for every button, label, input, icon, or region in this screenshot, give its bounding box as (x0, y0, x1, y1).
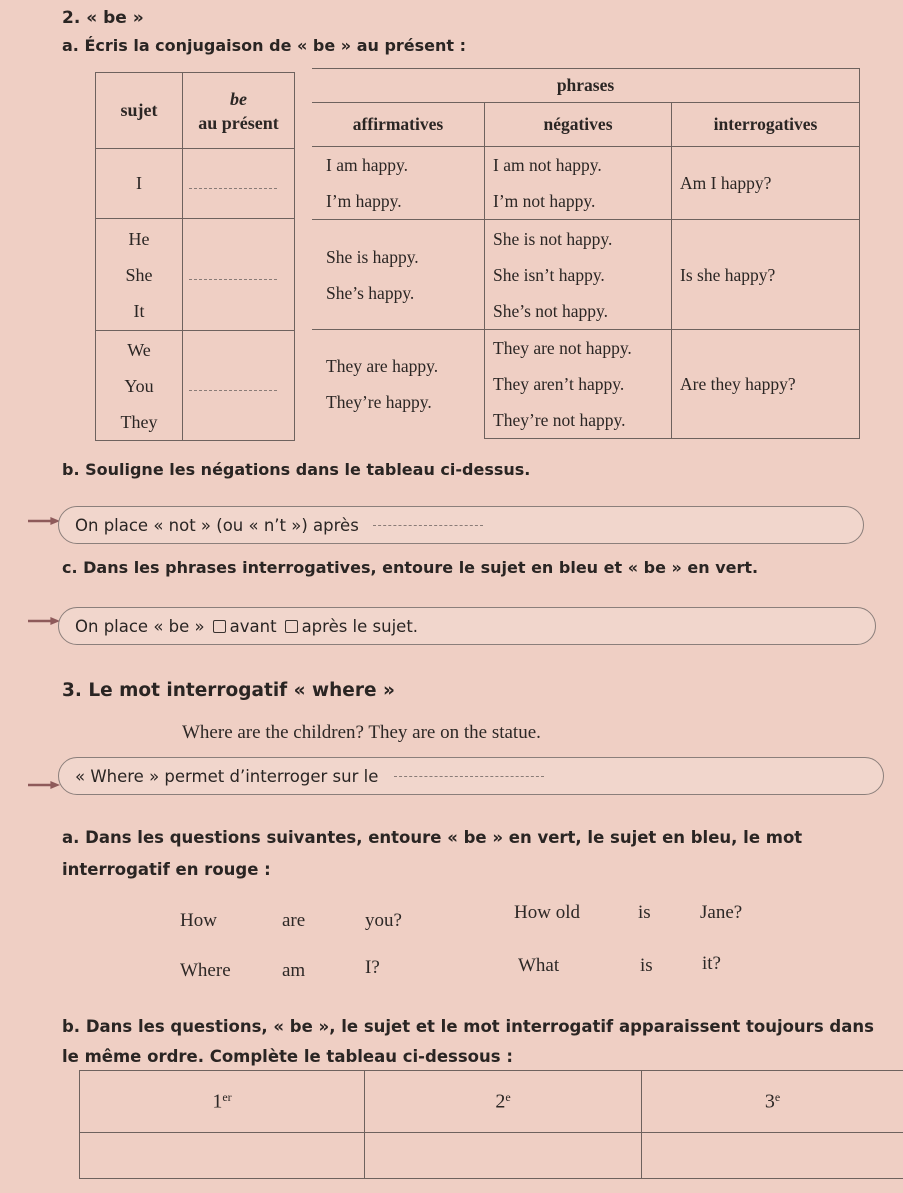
subject-label: You (124, 375, 154, 396)
negative-phrase: They’re not happy. (493, 410, 626, 430)
affirmative-phrase: They’re happy. (326, 392, 432, 413)
affirmative-phrase: They are happy. (326, 356, 439, 377)
rule-where-text: « Where » permet d’interroger sur le (75, 766, 379, 786)
question-word[interactable]: Where (180, 960, 231, 981)
order-answer-cell-3[interactable] (642, 1133, 903, 1179)
subject-label: It (133, 300, 145, 321)
order-col-2 (365, 1071, 642, 1133)
negative-phrase: They are not happy. (493, 338, 632, 358)
arrow-icon (28, 517, 60, 525)
subject-label: He (128, 228, 150, 249)
rule-box-where (58, 757, 884, 795)
be-answer-blank-2[interactable] (189, 279, 277, 280)
affirmative-phrase: I’m happy. (326, 191, 402, 211)
rule-be-text: On place « be » (75, 616, 205, 636)
col-negatives: négatives (485, 103, 672, 147)
phrase-row (312, 147, 860, 220)
rule-box-be-position (58, 607, 876, 645)
question-word[interactable]: is (640, 955, 653, 976)
option-avant: avant (229, 616, 277, 636)
checkbox-apres[interactable] (285, 620, 298, 633)
subject-row (96, 149, 295, 219)
order-col-3 (642, 1071, 903, 1133)
subject-label: I (136, 173, 142, 193)
negative-phrase: She is not happy. (493, 228, 613, 249)
be-answer-blank-1[interactable] (189, 188, 277, 189)
phrase-row (312, 330, 860, 439)
subject-row (96, 331, 295, 441)
rule-not-text: On place « not » (ou « n’t ») après (75, 515, 359, 535)
exercise-3a-instruction: a. Dans les questions suivantes, entoure « be » en vert, le sujet en bleu, le mot interrogatif en rouge : (62, 828, 803, 879)
question-word[interactable]: it? (702, 953, 721, 974)
order-col-3-sup: e (774, 1089, 781, 1104)
question-word[interactable]: are (282, 910, 306, 931)
order-answer-cell-1[interactable] (80, 1133, 365, 1179)
exercise-2c-instruction: c. Dans les phrases interrogatives, entoure le sujet en bleu et « be » en vert. (62, 558, 759, 577)
negative-phrase: She isn’t happy. (493, 264, 605, 285)
question-word[interactable]: How old (514, 902, 580, 923)
col-interrogatives: interrogatives (672, 103, 860, 147)
order-col-2-sup: e (505, 1089, 511, 1104)
order-answer-cell-2[interactable] (365, 1133, 642, 1179)
interrogative-phrase: Are they happy? (680, 374, 796, 394)
phrase-row (312, 220, 860, 330)
be-answer-blank-3[interactable] (189, 390, 277, 391)
exercise-2-title: 2. « be » (62, 8, 144, 28)
question-word[interactable]: Jane? (700, 902, 743, 923)
negative-phrase: They aren’t happy. (493, 374, 625, 394)
subject-label: We (127, 339, 151, 360)
phrases-table (312, 68, 860, 439)
exercise-2a-instruction: a. Écris la conjugaison de « be » au présent : (62, 36, 467, 55)
rule-where-blank[interactable] (394, 776, 544, 777)
rule-box-not (58, 506, 864, 544)
negative-phrase: I’m not happy. (493, 191, 596, 211)
negative-phrase: I am not happy. (493, 155, 602, 175)
affirmative-phrase: She’s happy. (326, 282, 415, 303)
order-col-2-num: 2 (495, 1090, 506, 1113)
interrogative-phrase: Is she happy? (680, 264, 776, 285)
arrow-icon (28, 617, 60, 625)
option-apres: après le sujet. (301, 616, 419, 636)
subject-header: sujet (96, 73, 183, 149)
where-example-sentence: Where are the children? They are on the statue. (182, 722, 541, 743)
exercise-3b-instruction: b. Dans les questions, « be », le sujet et le mot interrogatif apparaissent toujours dans le même ordre. Complète le tableau ci-dessous : (62, 1017, 874, 1066)
order-col-3-num: 3 (764, 1090, 775, 1113)
checkbox-avant[interactable] (213, 620, 226, 633)
subject-be-table (95, 72, 295, 441)
negative-phrase: She’s not happy. (493, 300, 609, 321)
affirmative-phrase: She is happy. (326, 246, 419, 267)
exercise-2b-instruction: b. Souligne les négations dans le tableau ci-dessus. (62, 460, 531, 479)
question-word[interactable]: am (282, 960, 306, 981)
order-col-1-sup: er (222, 1089, 232, 1104)
order-col-1 (80, 1071, 365, 1133)
be-header-word: be (230, 88, 247, 109)
question-word[interactable]: is (638, 902, 651, 923)
phrases-title: phrases (312, 69, 860, 103)
question-word[interactable]: How (180, 910, 217, 931)
question-word[interactable]: I? (365, 957, 380, 978)
be-header-sub: au présent (198, 112, 279, 133)
exercise-3-title: 3. Le mot interrogatif « where » (62, 680, 395, 701)
affirmative-phrase: I am happy. (326, 155, 408, 175)
rule-not-blank[interactable] (373, 525, 483, 526)
col-affirmatives: affirmatives (312, 103, 485, 147)
question-word[interactable]: you? (365, 910, 402, 931)
subject-label: She (125, 264, 153, 285)
subject-row (96, 219, 295, 331)
be-header (183, 73, 295, 149)
subject-label: They (120, 411, 158, 432)
word-order-table (79, 1070, 903, 1179)
order-col-1-num: 1 (212, 1090, 223, 1113)
arrow-icon (28, 781, 60, 789)
interrogative-phrase: Am I happy? (680, 173, 772, 193)
question-word[interactable]: What (518, 955, 560, 976)
